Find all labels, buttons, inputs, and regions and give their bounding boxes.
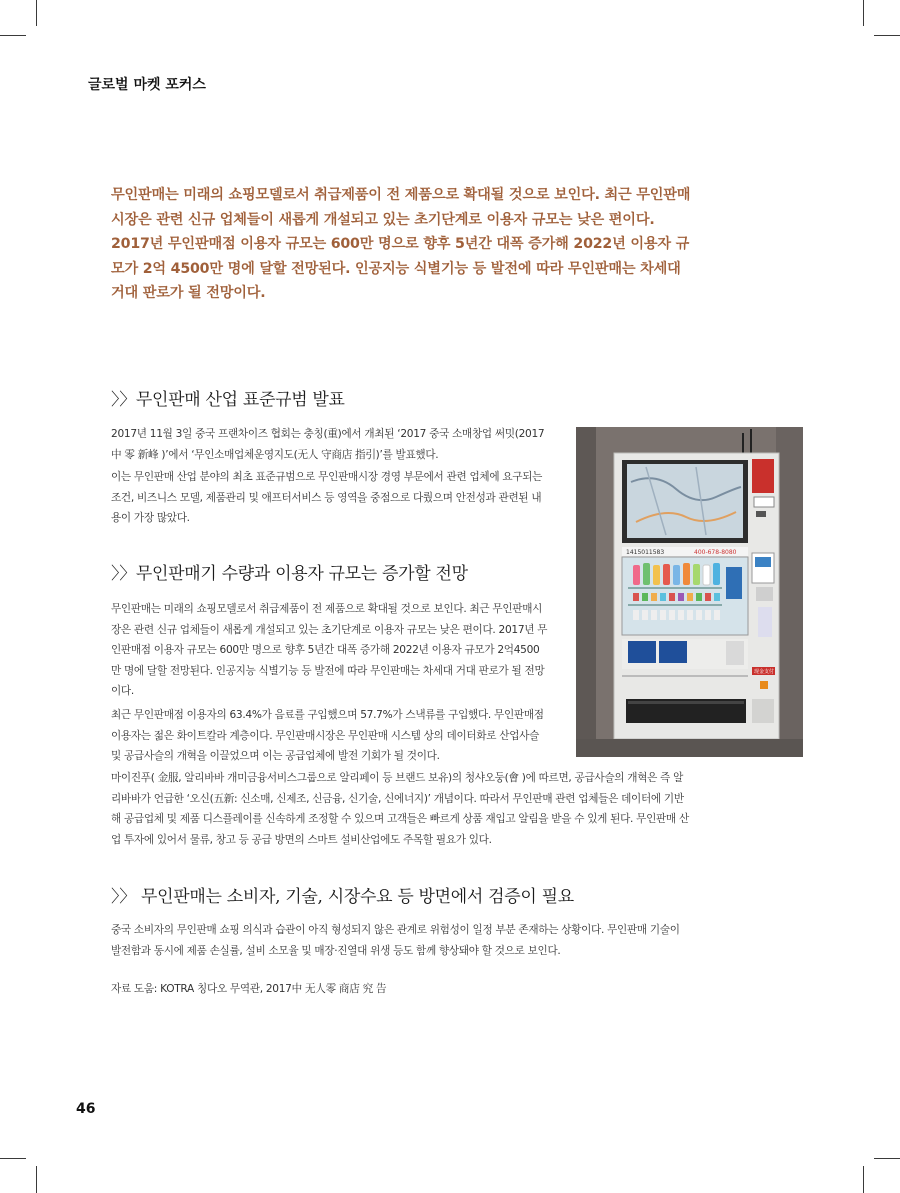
crop-mark — [36, 0, 37, 26]
crop-mark — [874, 1158, 900, 1159]
section-heading: 〉〉무인판매기 수량과 이용자 규모는 증가할 전망 — [111, 564, 468, 584]
running-title: 글로벌 마켓 포커스 — [88, 77, 206, 93]
crop-mark — [863, 0, 864, 26]
section-heading: 〉〉 무인판매는 소비자, 기술, 시장수요 등 방면에서 검증이 필요 — [111, 887, 574, 907]
source-credit: 자료 도움: KOTRA 칭다오 무역관, 2017中 无人零 商店 究 告 — [111, 983, 387, 995]
crop-mark — [36, 1166, 37, 1193]
crop-mark — [0, 35, 26, 36]
crop-mark — [863, 1166, 864, 1193]
crop-mark — [0, 1158, 26, 1159]
page-number: 46 — [76, 1101, 96, 1117]
machine-sign-label: 现金支付 — [754, 669, 775, 675]
paragraph: 마이진푸( 金服, 알리바바 개미금융서비스그룹으로 알리페이 등 브랜드 보유)의 청샤오둥(會 )에 따르면, 공급사슬의 개혁은 즉 알리바바가 언급한 ‘오신(五新: 신소매, 신제조, 신금융, 신기술, 신에너지)’ 개념이다. 따라서 무인판매 관련 업체들은 데이터에 기반해 공급업체 및 제품 디스플레이를 신속하게 조정할 수 있으며 고객들은 빠르게 상품 재입고 알림을 받을 수 있게 된다. 무인판매 산업 투자에 있어서 물류, 창고 등 공급 방면의 스마트 설비산업에도 주목할 필요가 있다. — [111, 772, 689, 846]
paragraph: 중국 소비자의 무인판매 쇼핑 의식과 습관이 아직 형성되지 않은 관계로 위험성이 일정 부분 존재하는 상황이다. 무인판매 기술이 발전함과 동시에 제품 손실률, 설비 소모율 및 매장·진열대 위생 등도 함께 향상돼야 할 것으로 보인다. — [111, 924, 680, 957]
machine-phone-label: 400-678-8080 — [694, 549, 737, 556]
vending-machine-photo — [576, 427, 803, 757]
crop-mark — [874, 35, 900, 36]
paragraph: 최근 무인판매점 이용자의 63.4%가 음료를 구입했으며 57.7%가 스낵류를 구입했다. 무인판매점 이용자는 젊은 화이트칼라 계층이다. 무인판매시장은 무인판매 시스템 상의 데이터화로 산업사슬 및 공급사슬의 개혁을 이끌었으며 이는 공급업체에 발전 기회가 될 것이다. — [111, 709, 544, 762]
paragraph: 2017년 11월 3일 중국 프랜차이즈 협회는 충칭(重)에서 개최된 ‘2017 중국 소매창업 써밋(2017中 零 新峰 )’에서 ‘무인소매업체운영지도(无人 守商店 指引)’를 발표했다. — [111, 428, 545, 461]
paragraph: 이는 무인판매 산업 분야의 최초 표준규범으로 무인판매시장 경영 부문에서 관련 업체에 요구되는 조건, 비즈니스 모델, 제품관리 및 애프터서비스 등 영역을 중점으로 다뤘으며 안전성과 관련된 내용이 가장 많았다. — [111, 471, 543, 524]
section-heading: 〉〉무인판매 산업 표준규범 발표 — [111, 390, 345, 410]
summary-lead: 무인판매는 미래의 쇼핑모델로서 취급제품이 전 제품으로 확대될 것으로 보인다. 최근 무인판매 시장은 관련 신규 업체들이 새롭게 개설되고 있는 초기단계로 이용자 규모는 낮은 편이다. 2017년 무인판매점 이용자 규모는 600만 명으로 향후 5년간 대폭 증가해 2022년 이용자 규모가 2억 4500만 명에 달할 전망된다. 인공지능 식별기능 등 발전에 따라 무인판매는 차세대 거대 판로가 될 전망이다. — [111, 187, 691, 301]
machine-id-label: 1415011583 — [626, 549, 665, 556]
paragraph: 무인판매는 미래의 쇼핑모델로서 취급제품이 전 제품으로 확대될 것으로 보인다. 최근 무인판매시장은 관련 신규 업체들이 새롭게 개설되고 있는 초기단계로 이용자 규모는 낮은 편이다. 2017년 무인판매점 이용자 규모는 600만 명으로 향후 5년간 대폭 증가해 2022년 이용자 규모가 2억4500만 명에 달할 전망된다. 인공지능 식별기능 등 발전에 따라 무인판매는 차세대 거대 판로가 될 전망이다. — [111, 603, 548, 697]
